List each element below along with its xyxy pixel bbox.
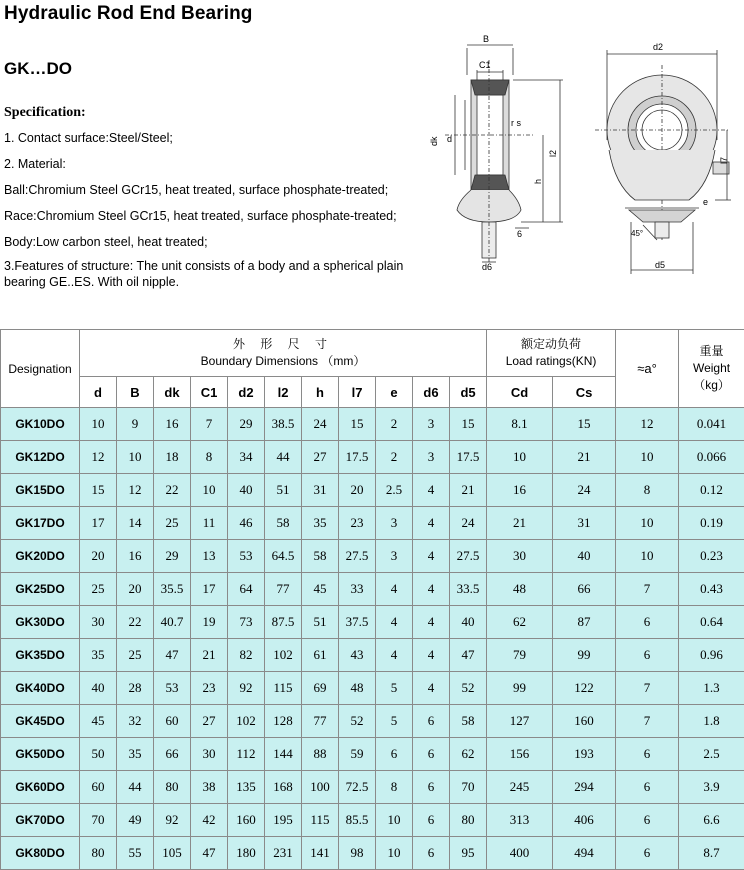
table-cell: 6.6	[679, 804, 744, 837]
table-cell: 64.5	[265, 540, 302, 573]
table-cell: 48	[339, 672, 376, 705]
table-cell: 0.43	[679, 573, 744, 606]
table-cell: 61	[302, 639, 339, 672]
table-cell: 88	[302, 738, 339, 771]
table-cell: 20	[117, 573, 154, 606]
table-cell: 23	[339, 507, 376, 540]
label-b: B	[483, 34, 489, 44]
weight-en: Weight	[679, 360, 744, 377]
table-cell: 33	[339, 573, 376, 606]
column-header: Cd	[487, 377, 553, 408]
table-cell: 112	[228, 738, 265, 771]
table-cell: 49	[117, 804, 154, 837]
table-cell: 25	[117, 639, 154, 672]
table-cell: 0.19	[679, 507, 744, 540]
table-cell: 87	[553, 606, 616, 639]
table-cell: 6	[616, 606, 679, 639]
table-row	[1, 507, 744, 540]
spec-line-race: Race:Chromium Steel GCr15, heat treated, surface phosphate-treated;	[4, 209, 397, 223]
table-cell: 45	[302, 573, 339, 606]
table-cell: 22	[117, 606, 154, 639]
table-cell: 0.12	[679, 474, 744, 507]
table-cell: 66	[553, 573, 616, 606]
table-cell: 3.9	[679, 771, 744, 804]
designation-cell: GK80DO	[1, 837, 80, 870]
dimensions-table	[0, 329, 744, 870]
table-cell: 58	[265, 507, 302, 540]
table-cell: 21	[553, 441, 616, 474]
table-cell: 9	[117, 408, 154, 441]
table-cell: 58	[450, 705, 487, 738]
table-cell: 115	[302, 804, 339, 837]
table-cell: 25	[80, 573, 117, 606]
table-cell: 32	[117, 705, 154, 738]
table-cell: 38.5	[265, 408, 302, 441]
table-cell: 127	[487, 705, 553, 738]
table-cell: 17.5	[339, 441, 376, 474]
table-cell: 60	[80, 771, 117, 804]
table-cell: 17.5	[450, 441, 487, 474]
front-view-drawing	[595, 0, 735, 280]
table-cell: 70	[450, 771, 487, 804]
table-cell: 3	[376, 507, 413, 540]
designation-cell: GK60DO	[1, 771, 80, 804]
table-cell: 34	[228, 441, 265, 474]
column-header: l2	[265, 377, 302, 408]
designation-cell: GK70DO	[1, 804, 80, 837]
table-cell: 10	[117, 441, 154, 474]
table-cell: 6	[616, 738, 679, 771]
table-cell: 66	[154, 738, 191, 771]
table-cell: 51	[302, 606, 339, 639]
table-cell: 102	[265, 639, 302, 672]
table-cell: 95	[450, 837, 487, 870]
label-l2: l2	[548, 150, 558, 157]
table-cell: 5	[376, 705, 413, 738]
label-d6: d6	[482, 262, 492, 270]
designation-cell: GK50DO	[1, 738, 80, 771]
table-cell: 99	[487, 672, 553, 705]
column-header: d5	[450, 377, 487, 408]
table-row	[1, 672, 744, 705]
table-cell: 40.7	[154, 606, 191, 639]
table-cell: 98	[339, 837, 376, 870]
load-ratings-en: Load ratings(KN)	[487, 353, 615, 370]
column-header: C1	[191, 377, 228, 408]
table-cell: 1.8	[679, 705, 744, 738]
table-cell: 7	[616, 705, 679, 738]
table-cell: 77	[265, 573, 302, 606]
table-cell: 53	[154, 672, 191, 705]
table-row	[1, 606, 744, 639]
table-cell: 3	[413, 408, 450, 441]
table-cell: 3	[376, 540, 413, 573]
designation-cell: GK17DO	[1, 507, 80, 540]
table-cell: 33.5	[450, 573, 487, 606]
table-cell: 35	[117, 738, 154, 771]
table-cell: 4	[413, 474, 450, 507]
label-d: d	[447, 134, 452, 144]
table-cell: 79	[487, 639, 553, 672]
table-cell: 29	[154, 540, 191, 573]
table-cell: 313	[487, 804, 553, 837]
weight-cn: 重量	[679, 343, 744, 360]
table-cell: 20	[80, 540, 117, 573]
table-cell: 25	[154, 507, 191, 540]
label-c1: C1	[479, 60, 491, 70]
table-cell: 4	[413, 672, 450, 705]
table-cell: 1.3	[679, 672, 744, 705]
table-cell: 128	[265, 705, 302, 738]
table-cell: 6	[616, 771, 679, 804]
table-cell: 51	[265, 474, 302, 507]
table-cell: 60	[154, 705, 191, 738]
table-row	[1, 639, 744, 672]
table-cell: 245	[487, 771, 553, 804]
table-cell: 2	[376, 441, 413, 474]
designation-cell: GK15DO	[1, 474, 80, 507]
table-cell: 0.23	[679, 540, 744, 573]
table-row	[1, 573, 744, 606]
table-cell: 115	[265, 672, 302, 705]
table-cell: 23	[191, 672, 228, 705]
spec-heading: Specification:	[4, 105, 86, 121]
table-cell: 82	[228, 639, 265, 672]
table-cell: 6	[413, 837, 450, 870]
table-cell: 43	[339, 639, 376, 672]
table-row	[1, 441, 744, 474]
table-cell: 62	[487, 606, 553, 639]
table-cell: 48	[487, 573, 553, 606]
table-cell: 85.5	[339, 804, 376, 837]
table-cell: 168	[265, 771, 302, 804]
table-cell: 6	[616, 639, 679, 672]
table-cell: 4	[376, 606, 413, 639]
table-cell: 45	[80, 705, 117, 738]
table-cell: 102	[228, 705, 265, 738]
table-cell: 15	[80, 474, 117, 507]
table-cell: 12	[80, 441, 117, 474]
table-cell: 4	[413, 606, 450, 639]
boundary-dimensions-en: Boundary Dimensions （mm）	[80, 353, 486, 370]
table-cell: 160	[553, 705, 616, 738]
table-cell: 7	[191, 408, 228, 441]
table-cell: 21	[487, 507, 553, 540]
table-cell: 156	[487, 738, 553, 771]
spec-line-contact: 1. Contact surface:Steel/Steel;	[4, 131, 173, 145]
table-cell: 16	[117, 540, 154, 573]
table-cell: 4	[413, 639, 450, 672]
table-cell: 3	[413, 441, 450, 474]
table-cell: 2.5	[376, 474, 413, 507]
table-cell: 72.5	[339, 771, 376, 804]
table-cell: 10	[616, 441, 679, 474]
table-cell: 7	[616, 573, 679, 606]
table-cell: 40	[553, 540, 616, 573]
table-cell: 6	[413, 705, 450, 738]
table-cell: 400	[487, 837, 553, 870]
table-cell: 92	[228, 672, 265, 705]
weight-header	[679, 330, 744, 408]
table-cell: 6	[376, 738, 413, 771]
designation-cell: GK40DO	[1, 672, 80, 705]
boundary-dimensions-header	[80, 330, 487, 377]
table-cell: 80	[80, 837, 117, 870]
table-cell: 35.5	[154, 573, 191, 606]
table-cell: 92	[154, 804, 191, 837]
table-row	[1, 771, 744, 804]
label-rs: r s	[511, 118, 521, 128]
table-cell: 10	[616, 540, 679, 573]
column-header: d2	[228, 377, 265, 408]
weight-unit: （kg）	[679, 377, 744, 394]
angle-header: ≈a°	[616, 330, 679, 408]
table-cell: 37.5	[339, 606, 376, 639]
table-cell: 6	[413, 771, 450, 804]
table-cell: 50	[80, 738, 117, 771]
table-cell: 21	[450, 474, 487, 507]
table-row	[1, 705, 744, 738]
designation-cell: GK25DO	[1, 573, 80, 606]
table-cell: 28	[117, 672, 154, 705]
table-cell: 47	[450, 639, 487, 672]
table-cell: 10	[487, 441, 553, 474]
table-cell: 406	[553, 804, 616, 837]
table-cell: 46	[228, 507, 265, 540]
table-row	[1, 837, 744, 870]
column-header: l7	[339, 377, 376, 408]
label-l7: l7	[719, 157, 729, 164]
label-six: 6	[517, 229, 522, 239]
table-cell: 27	[302, 441, 339, 474]
table-cell: 30	[80, 606, 117, 639]
label-d5: d5	[655, 260, 665, 270]
table-cell: 160	[228, 804, 265, 837]
table-cell: 7	[616, 672, 679, 705]
label-angle: 45°	[631, 229, 643, 238]
column-header: d	[80, 377, 117, 408]
spec-line-body: Body:Low carbon steel, heat treated;	[4, 235, 208, 249]
table-cell: 15	[450, 408, 487, 441]
table-cell: 55	[117, 837, 154, 870]
table-cell: 31	[302, 474, 339, 507]
table-cell: 105	[154, 837, 191, 870]
label-e: e	[703, 197, 708, 207]
table-cell: 122	[553, 672, 616, 705]
table-cell: 70	[80, 804, 117, 837]
column-header: dk	[154, 377, 191, 408]
spec-line-ball: Ball:Chromium Steel GCr15, heat treated, surface phosphate-treated;	[4, 183, 388, 197]
table-cell: 195	[265, 804, 302, 837]
table-cell: 180	[228, 837, 265, 870]
column-header: h	[302, 377, 339, 408]
table-cell: 15	[339, 408, 376, 441]
designation-cell: GK35DO	[1, 639, 80, 672]
designation-cell: GK30DO	[1, 606, 80, 639]
table-cell: 47	[191, 837, 228, 870]
table-cell: 62	[450, 738, 487, 771]
table-row	[1, 738, 744, 771]
table-cell: 29	[228, 408, 265, 441]
designation-header: Designation	[1, 330, 80, 408]
table-cell: 231	[265, 837, 302, 870]
table-cell: 10	[616, 507, 679, 540]
table-cell: 77	[302, 705, 339, 738]
column-header: Cs	[553, 377, 616, 408]
boundary-dimensions-cn: 外 形 尺 寸	[80, 336, 486, 353]
table-cell: 17	[80, 507, 117, 540]
table-cell: 19	[191, 606, 228, 639]
table-cell: 15	[553, 408, 616, 441]
table-cell: 0.066	[679, 441, 744, 474]
label-dk: dk	[429, 136, 439, 146]
table-cell: 10	[80, 408, 117, 441]
table-row	[1, 474, 744, 507]
table-cell: 73	[228, 606, 265, 639]
table-cell: 99	[553, 639, 616, 672]
table-cell: 4	[376, 639, 413, 672]
table-cell: 16	[154, 408, 191, 441]
table-cell: 44	[117, 771, 154, 804]
table-cell: 18	[154, 441, 191, 474]
load-ratings-cn: 额定动负荷	[487, 336, 615, 353]
spec-line-feature: 3.Features of structure: The unit consists of a body and a spherical plain bearing GE..ES. With oil nipple.	[4, 258, 434, 290]
designation-cell: GK45DO	[1, 705, 80, 738]
table-cell: 80	[154, 771, 191, 804]
designation-cell: GK12DO	[1, 441, 80, 474]
table-cell: 47	[154, 639, 191, 672]
table-cell: 8	[616, 474, 679, 507]
table-cell: 20	[339, 474, 376, 507]
table-cell: 5	[376, 672, 413, 705]
table-cell: 38	[191, 771, 228, 804]
table-cell: 52	[339, 705, 376, 738]
table-cell: 2.5	[679, 738, 744, 771]
table-cell: 4	[413, 507, 450, 540]
table-row	[1, 540, 744, 573]
table-cell: 52	[450, 672, 487, 705]
table-cell: 13	[191, 540, 228, 573]
table-cell: 40	[228, 474, 265, 507]
table-cell: 53	[228, 540, 265, 573]
table-cell: 141	[302, 837, 339, 870]
table-cell: 6	[616, 804, 679, 837]
table-cell: 22	[154, 474, 191, 507]
table-cell: 0.96	[679, 639, 744, 672]
table-cell: 64	[228, 573, 265, 606]
page-title: Hydraulic Rod End Bearing	[4, 3, 252, 25]
table-cell: 21	[191, 639, 228, 672]
table-cell: 10	[376, 837, 413, 870]
table-cell: 193	[553, 738, 616, 771]
table-cell: 8	[191, 441, 228, 474]
table-cell: 58	[302, 540, 339, 573]
table-cell: 24	[302, 408, 339, 441]
column-header: d6	[413, 377, 450, 408]
table-cell: 100	[302, 771, 339, 804]
table-cell: 135	[228, 771, 265, 804]
table-cell: 6	[616, 837, 679, 870]
table-cell: 35	[80, 639, 117, 672]
table-cell: 40	[80, 672, 117, 705]
designation-cell: GK10DO	[1, 408, 80, 441]
table-cell: 35	[302, 507, 339, 540]
side-section-drawing	[425, 0, 575, 270]
table-cell: 0.64	[679, 606, 744, 639]
table-cell: 30	[487, 540, 553, 573]
table-cell: 294	[553, 771, 616, 804]
table-cell: 494	[553, 837, 616, 870]
table-cell: 144	[265, 738, 302, 771]
table-cell: 12	[117, 474, 154, 507]
table-cell: 10	[191, 474, 228, 507]
table-cell: 27.5	[339, 540, 376, 573]
column-header: B	[117, 377, 154, 408]
table-cell: 69	[302, 672, 339, 705]
table-cell: 4	[413, 573, 450, 606]
table-cell: 44	[265, 441, 302, 474]
model-code: GK…DO	[4, 59, 72, 79]
table-cell: 8.1	[487, 408, 553, 441]
label-h: h	[533, 179, 543, 184]
label-d2: d2	[653, 42, 663, 52]
table-cell: 27.5	[450, 540, 487, 573]
table-cell: 8	[376, 771, 413, 804]
table-cell: 6	[413, 804, 450, 837]
column-header: e	[376, 377, 413, 408]
table-cell: 24	[450, 507, 487, 540]
table-row	[1, 408, 744, 441]
table-cell: 2	[376, 408, 413, 441]
table-cell: 4	[413, 540, 450, 573]
table-cell: 8.7	[679, 837, 744, 870]
table-cell: 17	[191, 573, 228, 606]
table-cell: 4	[376, 573, 413, 606]
table-cell: 80	[450, 804, 487, 837]
table-cell: 16	[487, 474, 553, 507]
table-cell: 30	[191, 738, 228, 771]
table-cell: 87.5	[265, 606, 302, 639]
table-cell: 14	[117, 507, 154, 540]
table-row	[1, 804, 744, 837]
table-cell: 11	[191, 507, 228, 540]
table-cell: 12	[616, 408, 679, 441]
designation-cell: GK20DO	[1, 540, 80, 573]
table-cell: 27	[191, 705, 228, 738]
table-cell: 10	[376, 804, 413, 837]
table-cell: 0.041	[679, 408, 744, 441]
table-cell: 31	[553, 507, 616, 540]
table-cell: 59	[339, 738, 376, 771]
table-cell: 42	[191, 804, 228, 837]
table-cell: 24	[553, 474, 616, 507]
spec-line-material: 2. Material:	[4, 157, 66, 171]
table-cell: 40	[450, 606, 487, 639]
table-cell: 6	[413, 738, 450, 771]
load-ratings-header	[487, 330, 616, 377]
